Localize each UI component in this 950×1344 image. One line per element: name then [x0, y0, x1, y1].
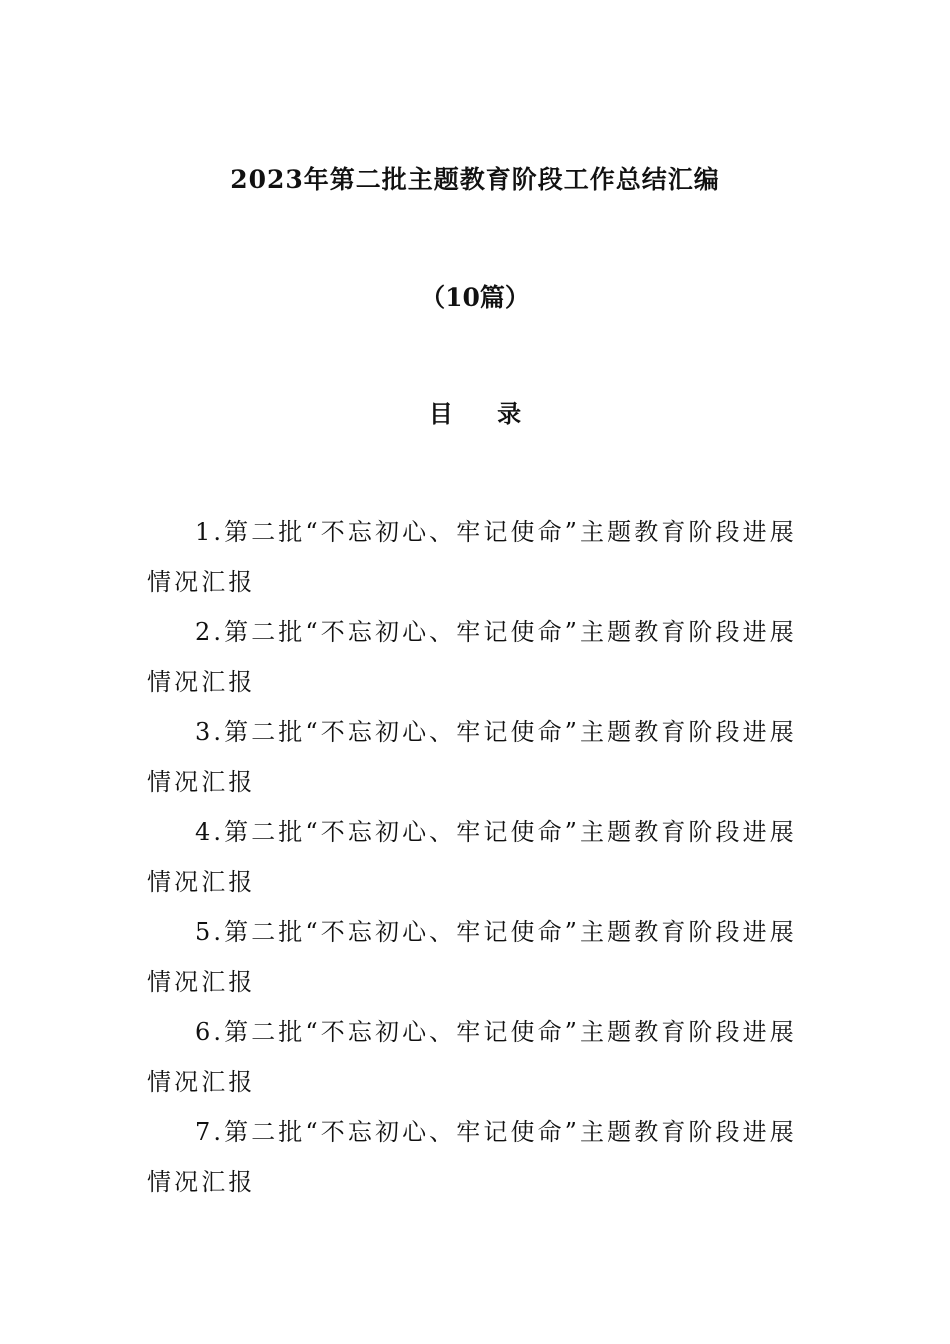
toc-item-5[interactable]: 5.第二批“不忘初心、牢记使命”主题教育阶段进展情况汇报 — [147, 918, 797, 996]
toc-heading: 目 录 — [428, 399, 540, 428]
document-title: 2023年第二批主题教育阶段工作总结汇编 — [230, 165, 720, 194]
toc-item-2[interactable]: 2.第二批“不忘初心、牢记使命”主题教育阶段进展情况汇报 — [147, 618, 797, 696]
toc-item-4[interactable]: 4.第二批“不忘初心、牢记使命”主题教育阶段进展情况汇报 — [147, 818, 797, 896]
table-of-contents — [147, 507, 807, 1207]
toc-item-6[interactable]: 6.第二批“不忘初心、牢记使命”主题教育阶段进展情况汇报 — [147, 1018, 797, 1096]
toc-item-7[interactable]: 7.第二批“不忘初心、牢记使命”主题教育阶段进展情况汇报 — [147, 1118, 797, 1196]
toc-item-1[interactable]: 1.第二批“不忘初心、牢记使命”主题教育阶段进展情况汇报 — [147, 518, 797, 596]
document-subtitle: （10篇） — [420, 283, 530, 312]
toc-item-3[interactable]: 3.第二批“不忘初心、牢记使命”主题教育阶段进展情况汇报 — [147, 718, 797, 796]
